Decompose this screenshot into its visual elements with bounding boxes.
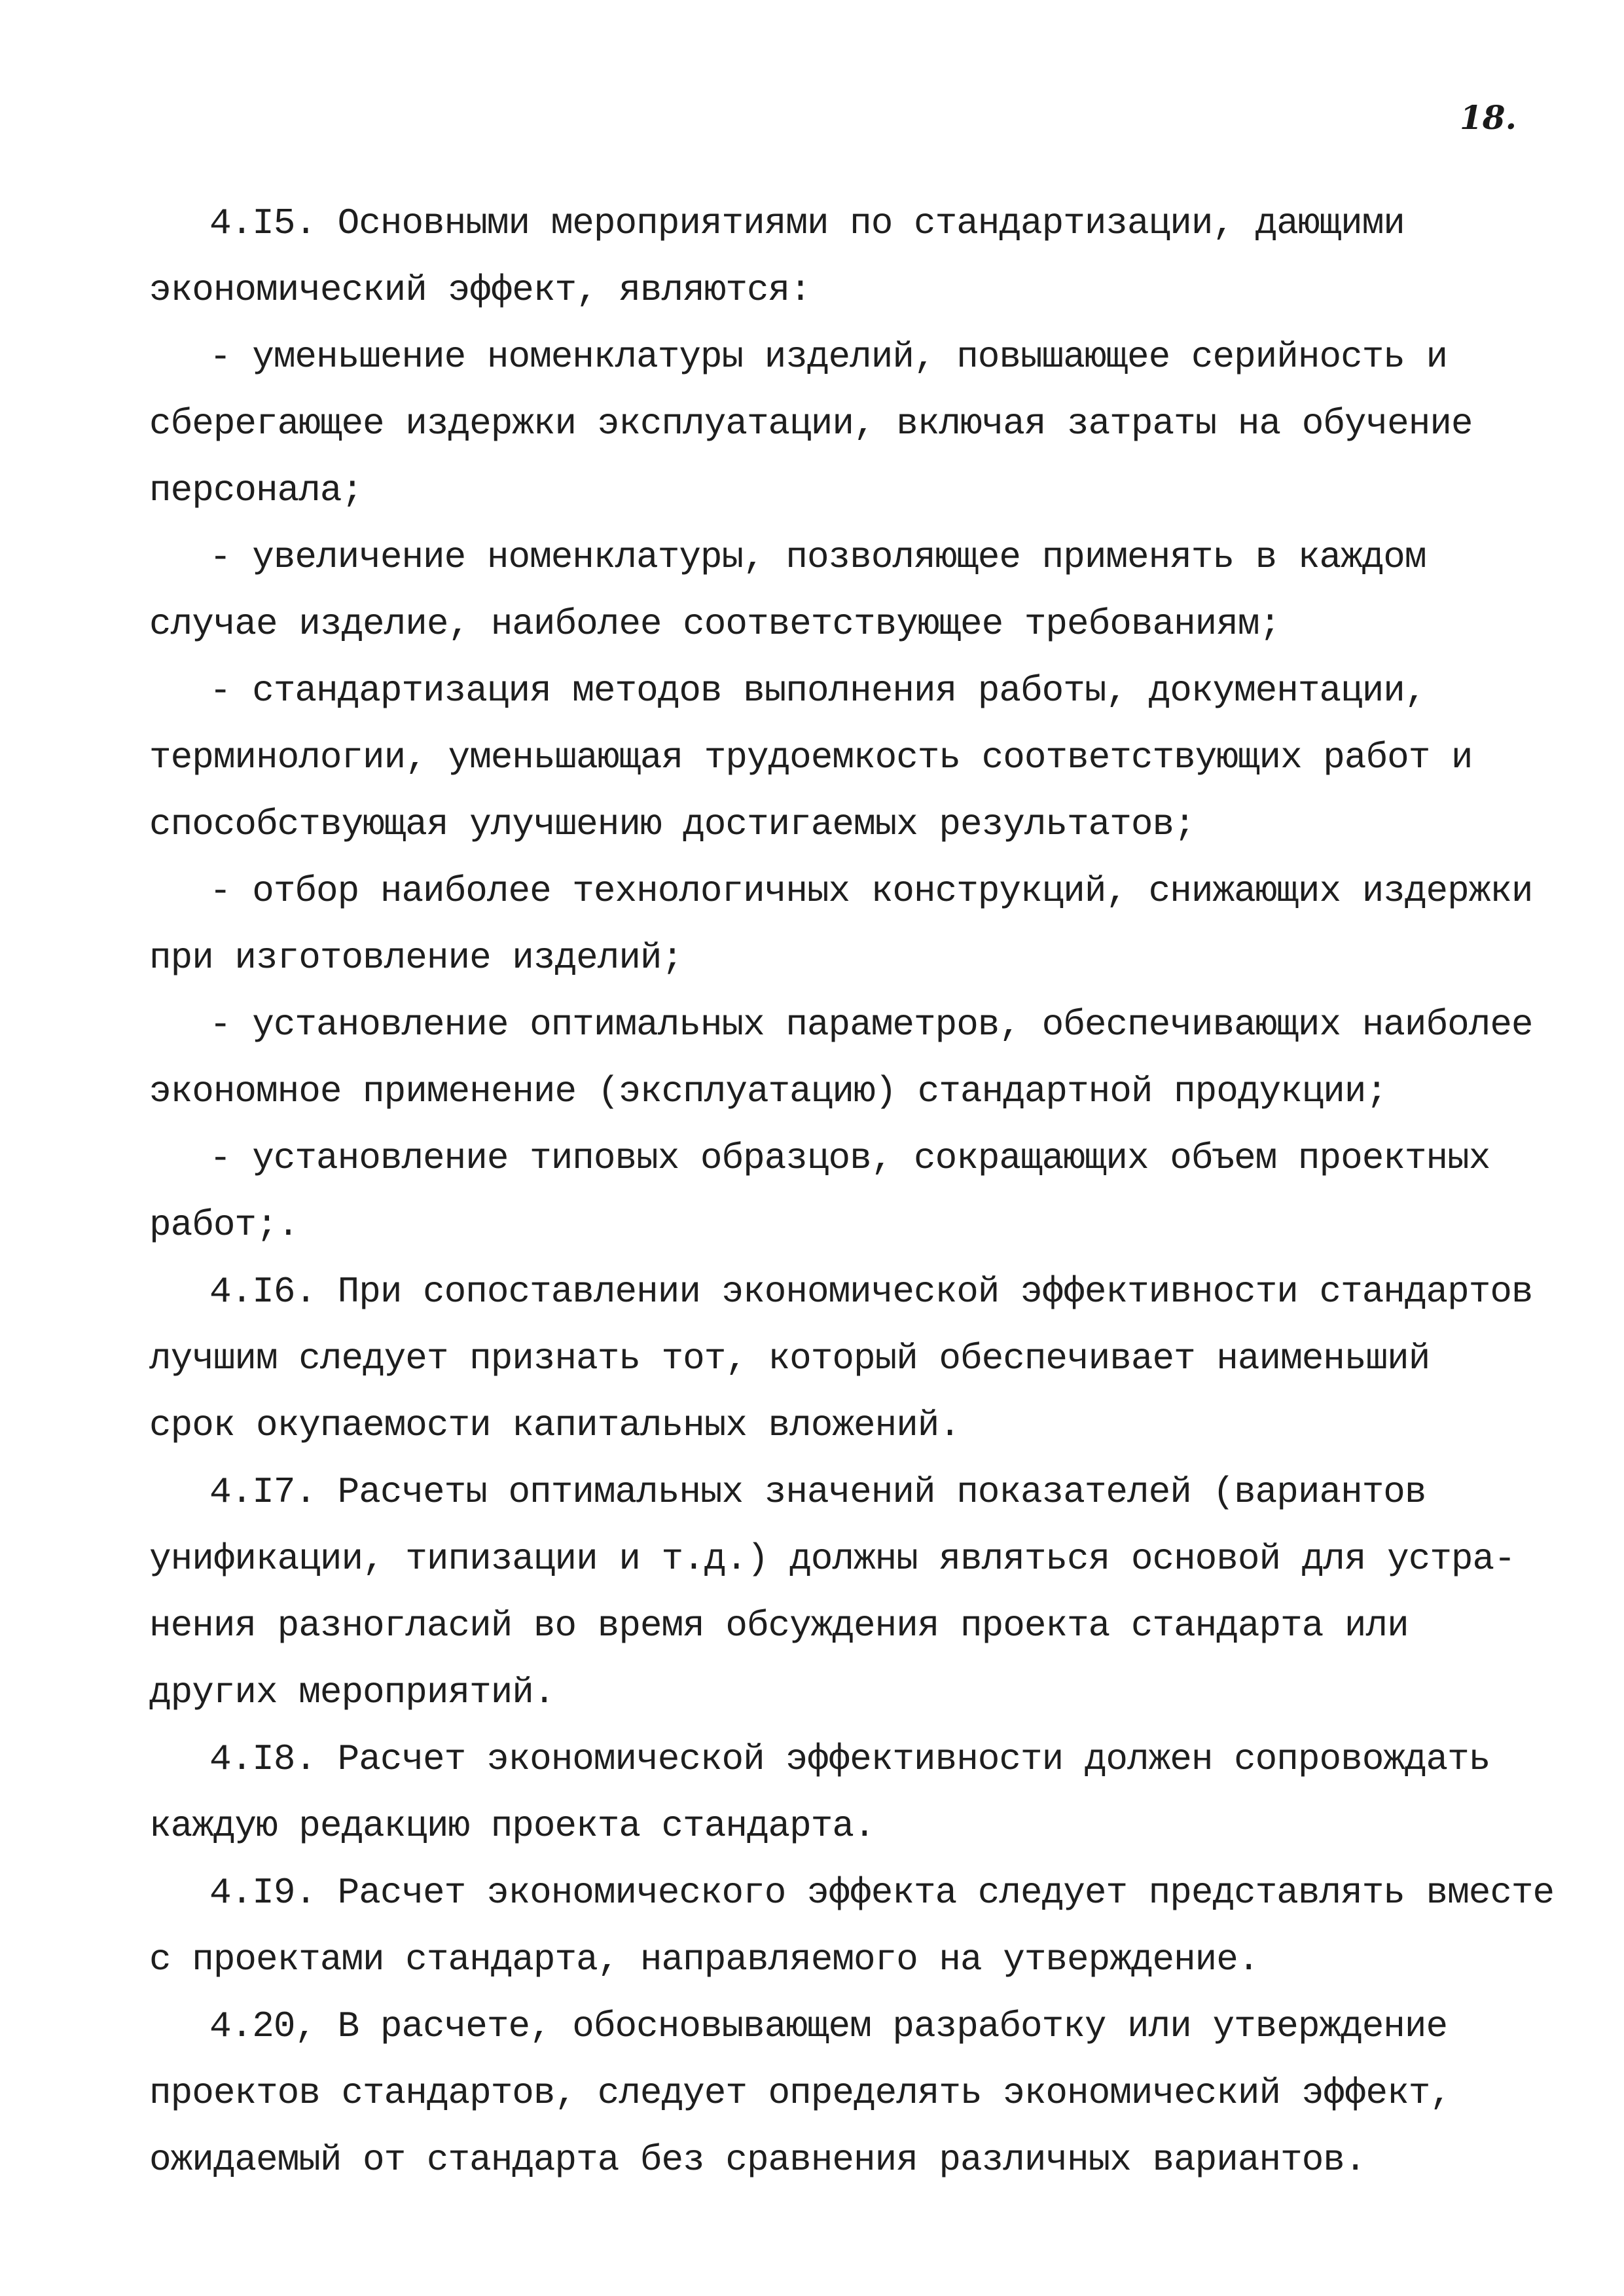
text-line: других мероприятий. <box>149 1671 555 1713</box>
text-line: 4.I6. При сопоставлении экономической эффективности стандартов <box>209 1271 1533 1313</box>
text-line: унификации, типизации и т.д.) должны являться основой для устра- <box>149 1538 1515 1580</box>
text-line: - уменьшение номенклатуры изделий, повышающее серийность и <box>209 336 1448 378</box>
text-line: срок окупаемости капитальных вложений. <box>149 1404 961 1446</box>
text-line: экономное применение (эксплуатацию) стандартной продукции; <box>149 1070 1388 1112</box>
text-line: 4.I5. Основными мероприятиями по стандартизации, дающими <box>209 202 1405 244</box>
text-line: случае изделие, наиболее соответствующее требованиям; <box>149 603 1281 645</box>
text-line: - увеличение номенклатуры, позволяющее применять в каждом <box>209 536 1426 578</box>
text-line: лучшим следует признать тот, который обеспечивает наименьший <box>149 1338 1430 1379</box>
text-line: нения разногласий во время обсуждения проекта стандарта или <box>149 1605 1409 1647</box>
text-line: 4.I8. Расчет экономической эффективности должен сопровождать <box>209 1738 1490 1780</box>
text-line: ожидаемый от стандарта без сравнения различных вариантов. <box>149 2139 1366 2181</box>
text-line: экономический эффект, являются: <box>149 269 811 311</box>
text-line: - установление оптимальных параметров, обеспечивающих наиболее <box>209 1004 1533 1046</box>
text-line: 4.I7. Расчеты оптимальных значений показателей (вариантов <box>209 1471 1426 1513</box>
text-line: 4.20, В расчете, обосновывающем разработку или утверждение <box>209 2005 1448 2047</box>
text-line: с проектами стандарта, направляемого на утверждение. <box>149 1939 1259 1980</box>
text-line: сберегающее издержки эксплуатации, включая затраты на обучение <box>149 403 1473 445</box>
text-line: - стандартизация методов выполнения работы, документации, <box>209 670 1426 712</box>
page-number: 18. <box>1460 98 1517 137</box>
text-line: терминологии, уменьшающая трудоемкость соответствующих работ и <box>149 737 1473 778</box>
text-line: 4.I9. Расчет экономического эффекта следует представлять вместе <box>209 1872 1555 1914</box>
document-body <box>149 190 1555 2193</box>
text-line: при изготовление изделий; <box>149 937 683 979</box>
text-line: способствующая улучшению достигаемых результатов; <box>149 803 1195 845</box>
text-line: каждую редакцию проекта стандарта. <box>149 1805 875 1847</box>
text-line: персонала; <box>149 469 363 511</box>
text-line: - установление типовых образцов, сокращающих объем проектных <box>209 1137 1490 1179</box>
text-line: работ;. <box>149 1204 299 1246</box>
text-line: проектов стандартов, следует определять экономический эффект, <box>149 2072 1451 2114</box>
text-line: - отбор наиболее технологичных конструкций, снижающих издержки <box>209 870 1533 912</box>
